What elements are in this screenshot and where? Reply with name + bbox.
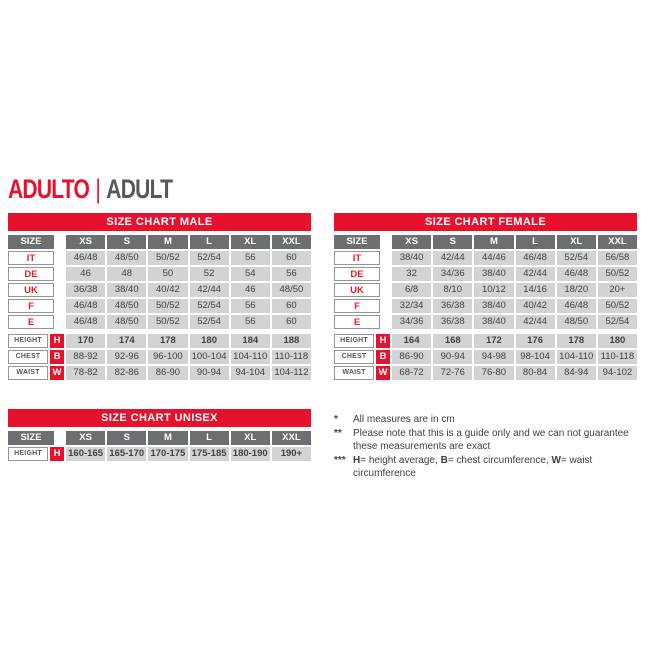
table-row [8, 447, 311, 461]
data-cell: 168 [433, 334, 472, 348]
table-row [334, 350, 637, 364]
table-row [334, 334, 637, 348]
data-cell: 72-76 [433, 366, 472, 380]
measure-label-cell: WAIST [334, 366, 374, 380]
footnote-bold-term: H [353, 454, 361, 466]
data-cell: 98-104 [516, 350, 555, 364]
column-spacer [56, 283, 64, 297]
data-cell: 36/38 [433, 315, 472, 329]
table-header-row [334, 235, 637, 249]
data-cell: 48/50 [107, 315, 146, 329]
column-header-cell: XXL [598, 235, 637, 249]
measure-label-group [8, 350, 64, 364]
data-cell: 46/48 [557, 267, 596, 281]
footnote-marker: *** [334, 454, 346, 466]
data-cell: 46/48 [66, 299, 105, 313]
column-spacer [56, 267, 64, 281]
data-cell: 38/40 [474, 299, 513, 313]
measure-label-cell: HEIGHT [334, 334, 374, 348]
data-cell: 46/48 [557, 299, 596, 313]
measure-letter-badge: W [376, 366, 390, 380]
measure-label-group [334, 350, 390, 364]
table-title-bar: SIZE CHART MALE [8, 213, 311, 231]
data-cell: 78-82 [66, 366, 105, 380]
column-header-cell: S [107, 431, 146, 445]
measure-label-group [8, 334, 64, 348]
row-label-cell: UK [8, 283, 54, 297]
column-header-cell: XL [231, 235, 270, 249]
data-cell: 46 [231, 283, 270, 297]
data-cell: 46/48 [66, 251, 105, 265]
data-cell: 52 [190, 267, 229, 281]
page-title-primary: ADULTO [8, 174, 90, 204]
column-header-cell: XXL [272, 235, 311, 249]
measure-label-cell: HEIGHT [8, 334, 48, 348]
data-cell: 110-118 [598, 350, 637, 364]
data-cell: 104-110 [231, 350, 270, 364]
measure-letter-badge: H [50, 447, 64, 461]
data-cell: 50/52 [148, 299, 187, 313]
data-cell: 188 [272, 334, 311, 348]
table-row [8, 366, 311, 380]
footnote-segment: = waist circumference [353, 454, 593, 479]
data-cell: 60 [272, 251, 311, 265]
row-label-cell: DE [334, 267, 380, 281]
measure-label-cell: CHEST [334, 350, 374, 364]
measure-letter-badge: B [376, 350, 390, 364]
data-cell: 32/34 [392, 299, 431, 313]
data-cell: 46 [66, 267, 105, 281]
data-cell: 40/42 [148, 283, 187, 297]
data-cell: 100-104 [190, 350, 229, 364]
row-label-cell: E [8, 315, 54, 329]
data-cell: 42/44 [516, 315, 555, 329]
data-cell: 94-98 [474, 350, 513, 364]
measure-label-group [334, 366, 390, 380]
footnote-item [334, 413, 645, 427]
column-spacer [56, 235, 64, 249]
column-header-cell: M [474, 235, 513, 249]
data-cell: 86-90 [392, 350, 431, 364]
table-row [334, 251, 637, 265]
data-cell: 50/52 [148, 251, 187, 265]
column-spacer [382, 235, 390, 249]
table-row [334, 267, 637, 281]
footnote-segment: All measures are in cm [353, 414, 455, 425]
row-label-cell: F [8, 299, 54, 313]
data-cell: 165-170 [107, 447, 146, 461]
row-label-cell: IT [334, 251, 380, 265]
data-cell: 52/54 [557, 251, 596, 265]
data-cell: 52/54 [190, 299, 229, 313]
data-cell: 56 [231, 315, 270, 329]
data-cell: 46/48 [66, 315, 105, 329]
data-cell: 86-90 [148, 366, 187, 380]
data-cell: 40/42 [516, 299, 555, 313]
data-cell: 34/36 [392, 315, 431, 329]
footnote-text [353, 413, 645, 427]
data-cell: 50 [148, 267, 187, 281]
data-cell: 34/36 [433, 267, 472, 281]
table-row [334, 366, 637, 380]
data-cell: 180 [598, 334, 637, 348]
data-cell: 36/38 [66, 283, 105, 297]
footnote-bold-term: B [440, 454, 448, 466]
data-cell: 36/38 [433, 299, 472, 313]
size-header-cell: SIZE [334, 235, 380, 249]
data-cell: 76-80 [474, 366, 513, 380]
column-spacer [382, 283, 390, 297]
column-spacer [56, 431, 64, 445]
footnote-marker: * [334, 414, 338, 425]
data-cell: 170-175 [148, 447, 187, 461]
table-title-bar: SIZE CHART FEMALE [334, 213, 637, 231]
data-cell: 8/10 [433, 283, 472, 297]
size-chart-unisex-table [8, 409, 311, 463]
data-cell: 104-112 [272, 366, 311, 380]
data-cell: 80-84 [516, 366, 555, 380]
data-cell: 172 [474, 334, 513, 348]
measure-label-group [8, 447, 64, 461]
measure-label-cell: HEIGHT [8, 447, 48, 461]
data-cell: 48/50 [107, 251, 146, 265]
column-spacer [382, 315, 390, 329]
table-header-row [8, 235, 311, 249]
data-cell: 38/40 [107, 283, 146, 297]
data-cell: 42/44 [516, 267, 555, 281]
data-cell: 90-94 [433, 350, 472, 364]
data-cell: 90-94 [190, 366, 229, 380]
size-chart-female-table [334, 213, 637, 382]
data-cell: 56 [231, 251, 270, 265]
data-cell: 178 [557, 334, 596, 348]
measure-label-cell: WAIST [8, 366, 48, 380]
column-header-cell: M [148, 431, 187, 445]
data-cell: 56/58 [598, 251, 637, 265]
data-cell: 38/40 [474, 267, 513, 281]
measure-letter-badge: H [50, 334, 64, 348]
footnote-text [353, 454, 645, 481]
row-label-cell: DE [8, 267, 54, 281]
measure-label-cell: CHEST [8, 350, 48, 364]
footnote-text [353, 427, 645, 454]
table-row [8, 350, 311, 364]
data-cell: 10/12 [474, 283, 513, 297]
table-row [334, 283, 637, 297]
data-cell: 50/52 [148, 315, 187, 329]
data-cell: 180-190 [231, 447, 270, 461]
column-spacer [56, 251, 64, 265]
data-cell: 110-118 [272, 350, 311, 364]
page-title-separator: | [95, 174, 101, 204]
footnote-bold-term: W [551, 454, 561, 466]
column-header-cell: XL [557, 235, 596, 249]
data-cell: 82-86 [107, 366, 146, 380]
data-cell: 175-185 [190, 447, 229, 461]
measure-label-group [8, 366, 64, 380]
data-cell: 42/44 [190, 283, 229, 297]
data-cell: 178 [148, 334, 187, 348]
footnote-segment: = chest circumference, [447, 454, 552, 466]
data-cell: 38/40 [474, 315, 513, 329]
data-cell: 14/16 [516, 283, 555, 297]
column-header-cell: L [190, 431, 229, 445]
table-row [8, 267, 311, 281]
measure-label-group [334, 334, 390, 348]
table-row [8, 251, 311, 265]
data-cell: 52/54 [190, 251, 229, 265]
table-row [8, 315, 311, 329]
data-cell: 84-94 [557, 366, 596, 380]
column-header-cell: S [433, 235, 472, 249]
data-cell: 60 [272, 315, 311, 329]
measure-letter-badge: B [50, 350, 64, 364]
row-label-cell: IT [8, 251, 54, 265]
table-row [8, 299, 311, 313]
data-cell: 44/46 [474, 251, 513, 265]
row-label-cell: F [334, 299, 380, 313]
column-header-cell: XS [392, 235, 431, 249]
data-cell: 48/50 [272, 283, 311, 297]
data-cell: 38/40 [392, 251, 431, 265]
table-header-row [8, 431, 311, 445]
page-title-secondary: ADULT [106, 174, 173, 204]
table-row [334, 315, 637, 329]
footnote-marker: ** [334, 427, 342, 439]
data-cell: 48/50 [557, 315, 596, 329]
data-cell: 68-72 [392, 366, 431, 380]
data-cell: 50/52 [598, 267, 637, 281]
data-cell: 180 [190, 334, 229, 348]
data-cell: 46/48 [516, 251, 555, 265]
column-header-cell: XS [66, 431, 105, 445]
footnotes [334, 413, 645, 481]
row-label-cell: E [334, 315, 380, 329]
column-header-cell: M [148, 235, 187, 249]
data-cell: 88-92 [66, 350, 105, 364]
column-header-cell: S [107, 235, 146, 249]
column-header-cell: L [190, 235, 229, 249]
data-cell: 176 [516, 334, 555, 348]
data-cell: 6/8 [392, 283, 431, 297]
data-cell: 42/44 [433, 251, 472, 265]
column-spacer [382, 251, 390, 265]
table-row [334, 299, 637, 313]
data-cell: 94-102 [598, 366, 637, 380]
data-cell: 56 [272, 267, 311, 281]
table-row [8, 283, 311, 297]
data-cell: 174 [107, 334, 146, 348]
data-cell: 190+ [272, 447, 311, 461]
data-cell: 48/50 [107, 299, 146, 313]
data-cell: 94-104 [231, 366, 270, 380]
table-row [8, 334, 311, 348]
data-cell: 104-110 [557, 350, 596, 364]
column-header-cell: XXL [272, 431, 311, 445]
size-header-cell: SIZE [8, 235, 54, 249]
column-spacer [56, 299, 64, 313]
measure-letter-badge: H [376, 334, 390, 348]
data-cell: 18/20 [557, 283, 596, 297]
data-cell: 20+ [598, 283, 637, 297]
page-title [8, 174, 172, 205]
data-cell: 52/54 [598, 315, 637, 329]
column-header-cell: XS [66, 235, 105, 249]
data-cell: 60 [272, 299, 311, 313]
row-label-cell: UK [334, 283, 380, 297]
data-cell: 54 [231, 267, 270, 281]
data-cell: 160-165 [66, 447, 105, 461]
column-header-cell: L [516, 235, 555, 249]
footnote-item [334, 427, 645, 454]
footnote-segment: Please note that this is a guide only and we can not guarantee these measurements are exact [353, 427, 629, 452]
data-cell: 96-100 [148, 350, 187, 364]
data-cell: 56 [231, 299, 270, 313]
data-cell: 32 [392, 267, 431, 281]
data-cell: 92-96 [107, 350, 146, 364]
measure-letter-badge: W [50, 366, 64, 380]
data-cell: 48 [107, 267, 146, 281]
column-spacer [382, 267, 390, 281]
size-header-cell: SIZE [8, 431, 54, 445]
column-header-cell: XL [231, 431, 270, 445]
footnote-item [334, 454, 645, 481]
size-chart-male-table [8, 213, 311, 382]
data-cell: 184 [231, 334, 270, 348]
data-cell: 52/54 [190, 315, 229, 329]
footnote-segment: = height average, [360, 454, 441, 466]
data-cell: 50/52 [598, 299, 637, 313]
data-cell: 170 [66, 334, 105, 348]
table-title-bar: SIZE CHART UNISEX [8, 409, 311, 427]
column-spacer [382, 299, 390, 313]
column-spacer [56, 315, 64, 329]
data-cell: 164 [392, 334, 431, 348]
